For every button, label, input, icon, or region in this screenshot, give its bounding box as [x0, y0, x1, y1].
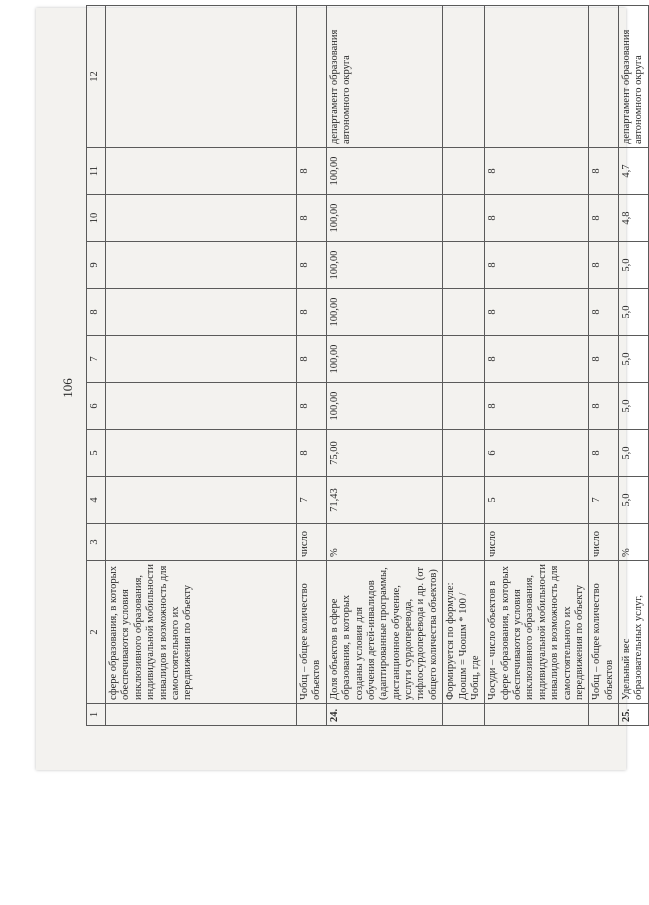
value-cell — [106, 148, 297, 195]
value-cell: 8 — [297, 289, 327, 336]
header-cell: 6 — [87, 383, 106, 430]
value-cell — [443, 195, 485, 242]
unit-cell: число — [297, 524, 327, 561]
value-cell — [443, 242, 485, 289]
value-cell — [106, 195, 297, 242]
value-cell: 5,0 — [619, 242, 649, 289]
header-cell: 7 — [87, 336, 106, 383]
table-row — [106, 6, 297, 726]
unit-cell — [443, 524, 485, 561]
responsible-cell — [485, 6, 589, 148]
value-cell: 8 — [485, 195, 589, 242]
value-cell: 8 — [485, 242, 589, 289]
row-number-cell: 25. — [619, 704, 649, 726]
value-cell: 5 — [485, 477, 589, 524]
value-cell: 8 — [589, 289, 619, 336]
header-row — [87, 6, 106, 726]
value-cell: 8 — [589, 383, 619, 430]
table-row — [297, 6, 327, 726]
unit-cell — [106, 524, 297, 561]
value-cell: 8 — [485, 336, 589, 383]
indicator-name-cell: Чобщ – общее количество объектов — [589, 561, 619, 704]
value-cell: 6 — [485, 430, 589, 477]
unit-cell: % — [326, 524, 442, 561]
responsible-cell — [589, 6, 619, 148]
value-cell — [443, 336, 485, 383]
responsible-cell — [443, 6, 485, 148]
value-cell: 5,0 — [619, 477, 649, 524]
value-cell: 5,0 — [619, 336, 649, 383]
header-cell: 10 — [87, 195, 106, 242]
row-number-cell — [443, 704, 485, 726]
value-cell — [443, 148, 485, 195]
scanned-page — [36, 8, 645, 770]
value-cell: 8 — [589, 430, 619, 477]
value-cell: 71,43 — [326, 477, 442, 524]
value-cell — [106, 336, 297, 383]
value-cell: 100,00 — [326, 383, 442, 430]
indicator-name-cell: Чосуди – число объектов в сфере образования, в которых обеспечиваются условия инклюзивного образования, индивидуальной мобильности инвалидов и возможность для самостоятельного их передвижения по объекту — [485, 561, 589, 704]
indicator-name-cell: Формируется по формуле: Доошм = Чоошм * 100 / Чобщ, где — [443, 561, 485, 704]
value-cell: 8 — [297, 336, 327, 383]
value-cell: 100,00 — [326, 242, 442, 289]
table-row — [326, 6, 442, 726]
value-cell — [106, 430, 297, 477]
header-cell: 11 — [87, 148, 106, 195]
value-cell — [106, 289, 297, 336]
table-row — [443, 6, 485, 726]
table-row — [589, 6, 619, 726]
value-cell: 4,8 — [619, 195, 649, 242]
indicators-table — [86, 5, 649, 726]
indicator-name-cell: сфере образования, в которых обеспечиваются условия инклюзивного образования, индивидуальной мобильности инвалидов и возможность для самостоятельного их передвижения по объекту — [106, 561, 297, 704]
indicator-name-cell: Чобщ – общее количество объектов — [297, 561, 327, 704]
value-cell: 8 — [297, 195, 327, 242]
value-cell: 8 — [297, 242, 327, 289]
value-cell: 8 — [589, 195, 619, 242]
value-cell: 7 — [589, 477, 619, 524]
table-row — [485, 6, 589, 726]
value-cell: 8 — [485, 383, 589, 430]
value-cell: 5,0 — [619, 289, 649, 336]
header-cell: 1 — [87, 704, 106, 726]
value-cell — [443, 289, 485, 336]
value-cell — [443, 477, 485, 524]
value-cell: 7 — [297, 477, 327, 524]
value-cell: 75,00 — [326, 430, 442, 477]
value-cell: 8 — [485, 289, 589, 336]
row-number-cell — [485, 704, 589, 726]
value-cell: 8 — [485, 148, 589, 195]
value-cell: 5,0 — [619, 430, 649, 477]
row-number-cell — [106, 704, 297, 726]
value-cell: 8 — [297, 148, 327, 195]
header-cell: 12 — [87, 6, 106, 148]
value-cell — [443, 383, 485, 430]
value-cell: 5,0 — [619, 383, 649, 430]
value-cell — [443, 430, 485, 477]
indicator-name-cell: Доля объектов в сфере образования, в которых созданы условия для обучения детей-инвалидов (адаптированные программы, дистанционное обучение, услуги сурдоперевода, тифлосурдоперевода и др. (от общего количества объектов) — [326, 561, 442, 704]
rotated-table-container — [60, 29, 645, 726]
value-cell — [106, 383, 297, 430]
indicator-name-cell: Удельный вес образовательных услуг, — [619, 561, 649, 704]
value-cell — [106, 477, 297, 524]
header-cell: 9 — [87, 242, 106, 289]
page-number: 106 — [60, 378, 75, 398]
value-cell: 8 — [589, 336, 619, 383]
unit-cell: % — [619, 524, 649, 561]
unit-cell: число — [589, 524, 619, 561]
row-number-cell — [589, 704, 619, 726]
header-cell: 2 — [87, 561, 106, 704]
header-cell: 3 — [87, 524, 106, 561]
value-cell: 100,00 — [326, 289, 442, 336]
value-cell: 4,7 — [619, 148, 649, 195]
value-cell: 100,00 — [326, 195, 442, 242]
row-number-cell — [297, 704, 327, 726]
row-number-cell: 24. — [326, 704, 442, 726]
responsible-cell: департамент образования автономного округа — [326, 6, 442, 148]
header-cell: 5 — [87, 430, 106, 477]
header-cell: 4 — [87, 477, 106, 524]
responsible-cell — [106, 6, 297, 148]
responsible-cell: департамент образования автономного округа — [619, 6, 649, 148]
value-cell: 8 — [297, 430, 327, 477]
header-cell: 8 — [87, 289, 106, 336]
table-row — [619, 6, 649, 726]
unit-cell: число — [485, 524, 589, 561]
value-cell: 100,00 — [326, 336, 442, 383]
value-cell — [106, 242, 297, 289]
value-cell: 8 — [589, 242, 619, 289]
value-cell: 8 — [589, 148, 619, 195]
value-cell: 8 — [297, 383, 327, 430]
value-cell: 100,00 — [326, 148, 442, 195]
responsible-cell — [297, 6, 327, 148]
